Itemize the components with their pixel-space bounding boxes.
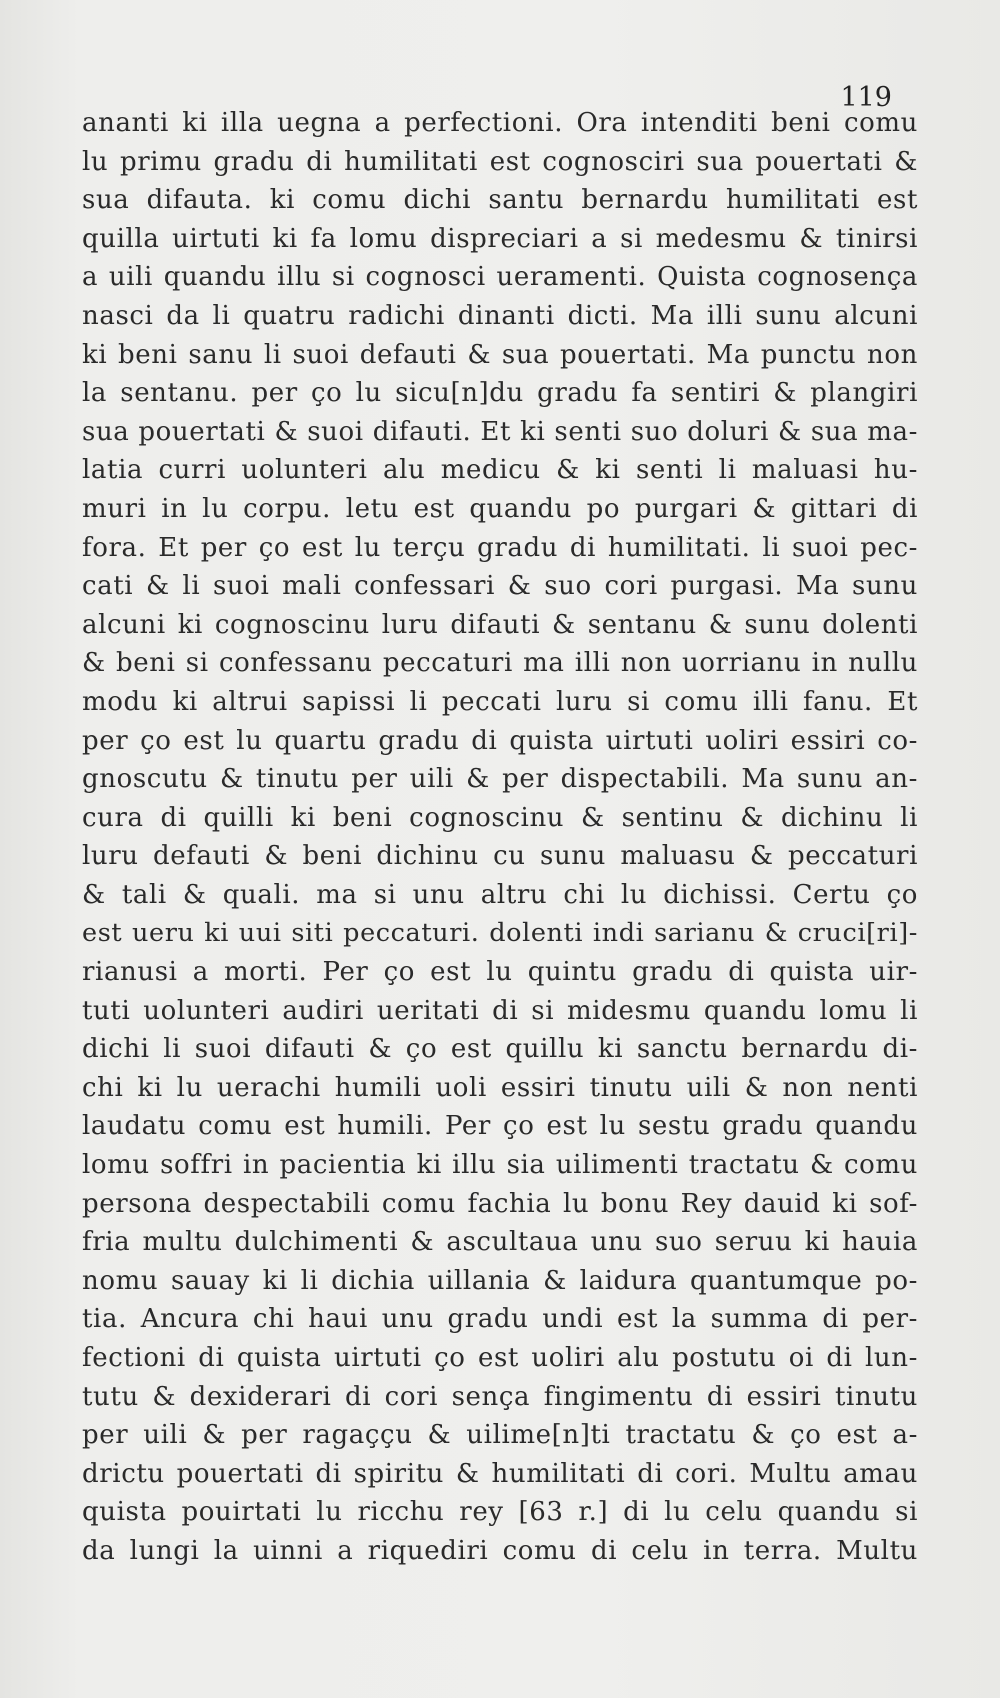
text-line: ki beni sanu li suoi defauti & sua pouertati. Ma punctu non bbox=[82, 339, 918, 370]
text-line: gnoscutu & tinutu per uili & per dispectabili. Ma sunu an- bbox=[82, 764, 918, 795]
text-line: per ço est lu quartu gradu di quista uirtuti uoliri essiri co- bbox=[82, 725, 918, 756]
text-line: & tali & quali. ma si unu altru chi lu dichissi. Certu ço bbox=[82, 879, 918, 910]
text-line: muri in lu corpu. letu est quandu po purgari & gittari di bbox=[82, 493, 918, 524]
text-line: fria multu dulchimenti & ascultaua unu suo seruu ki hauia bbox=[82, 1227, 918, 1258]
text-line: & beni si confessanu peccaturi ma illi non uorrianu in nullu bbox=[82, 648, 918, 679]
text-line: quista pouirtati lu ricchu rey [63 r.] di lu celu quandu si bbox=[82, 1497, 918, 1528]
text-line: est ueru ki uui siti peccaturi. dolenti indi sarianu & cruci[ri]- bbox=[82, 918, 918, 949]
text-line: per uili & per ragaççu & uilime[n]ti tractatu & ço est a- bbox=[82, 1420, 918, 1451]
text-line: quilla uirtuti ki fa lomu dispreciari a si medesmu & tinirsi bbox=[82, 223, 918, 254]
text-line: nasci da li quatru radichi dinanti dicti. Ma illi sunu alcuni bbox=[82, 300, 918, 331]
text-line: laudatu comu est humili. Per ço est lu sestu gradu quandu bbox=[82, 1111, 918, 1142]
text-line: fectioni di quista uirtuti ço est uoliri alu postutu oi di lun- bbox=[82, 1343, 918, 1373]
text-line: ananti ki illa uegna a perfectioni. Ora intenditi beni comu bbox=[82, 108, 918, 138]
text-line: dichi li suoi difauti & ço est quillu ki sanctu bernardu di- bbox=[82, 1034, 918, 1065]
text-line: lu primu gradu di humilitati est cognosciri sua pouertati & bbox=[82, 146, 918, 177]
body-text bbox=[82, 104, 918, 1571]
text-line: nomu sauay ki li dichia uillania & laidura quantumque po- bbox=[82, 1265, 918, 1296]
text-line: fora. Et per ço est lu terçu gradu di humilitati. li suoi pec- bbox=[82, 532, 918, 563]
text-line: rianusi a morti. Per ço est lu quintu gradu di quista uir- bbox=[82, 957, 918, 988]
text-line: sua difauta. ki comu dichi santu bernardu humilitati est bbox=[82, 185, 918, 216]
text-line: persona despectabili comu fachia lu bonu Rey dauid ki sof- bbox=[82, 1188, 918, 1219]
text-line: lomu soffri in pacientia ki illu sia uilimenti tractatu & comu bbox=[82, 1150, 918, 1181]
text-line: da lungi la uinni a riquediri comu di celu in terra. Multu bbox=[82, 1535, 918, 1566]
text-line: drictu pouertati di spiritu & humilitati di cori. Multu amau bbox=[82, 1458, 918, 1489]
text-line: chi ki lu uerachi humili uoli essiri tinutu uili & non nenti bbox=[82, 1072, 918, 1103]
text-line: tia. Ancura chi haui unu gradu undi est la summa di per- bbox=[82, 1304, 918, 1335]
text-line: cati & li suoi mali confessari & suo cori purgasi. Ma sunu bbox=[82, 571, 918, 602]
text-line: latia curri uolunteri alu medicu & ki senti li maluasi hu- bbox=[82, 455, 918, 486]
text-line: tutu & dexiderari di cori sença fingimentu di essiri tinutu bbox=[82, 1381, 918, 1412]
text-line: la sentanu. per ço lu sicu[n]du gradu fa sentiri & plangiri bbox=[82, 378, 918, 409]
page-number: 119 bbox=[840, 82, 892, 113]
text-line: luru defauti & beni dichinu cu sunu maluasu & peccaturi bbox=[82, 841, 918, 872]
text-line: a uili quandu illu si cognosci ueramenti. Quista cognosença bbox=[82, 262, 918, 293]
text-line: alcuni ki cognoscinu luru difauti & sentanu & sunu dolenti bbox=[82, 609, 918, 640]
text-line: sua pouertati & suoi difauti. Et ki senti suo doluri & sua ma- bbox=[82, 416, 918, 447]
text-line: tuti uolunteri audiri ueritati di si midesmu quandu lomu li bbox=[82, 995, 918, 1026]
text-line: cura di quilli ki beni cognoscinu & sentinu & dichinu li bbox=[82, 802, 918, 833]
text-line: modu ki altrui sapissi li peccati luru si comu illi fanu. Et bbox=[82, 686, 918, 717]
